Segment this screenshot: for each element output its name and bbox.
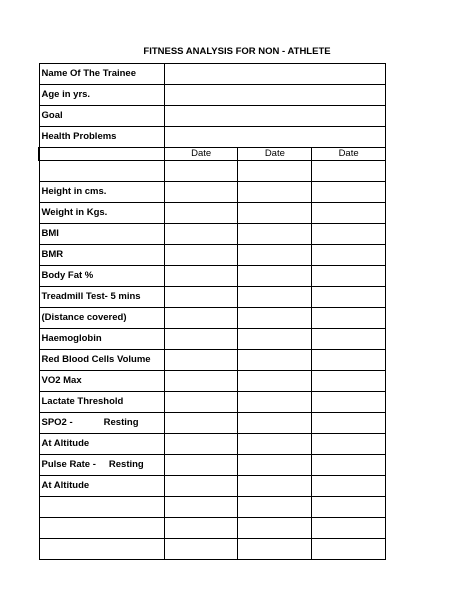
metric-row-lactate [39, 392, 386, 413]
value-cell[interactable] [164, 182, 238, 203]
metric-label: Lactate Threshold [39, 392, 164, 413]
value-cell[interactable] [312, 371, 386, 392]
metric-row-treadmill [39, 287, 386, 308]
value-cell[interactable] [238, 245, 312, 266]
value-cell[interactable] [238, 371, 312, 392]
metric-label: BMR [39, 245, 164, 266]
blank-cell[interactable] [238, 161, 312, 182]
value-cell[interactable] [238, 329, 312, 350]
value-cell[interactable] [164, 287, 238, 308]
trainee-name-label: Name Of The Trainee [39, 64, 164, 85]
value-cell[interactable] [164, 455, 238, 476]
value-cell[interactable] [238, 392, 312, 413]
value-cell[interactable] [312, 413, 386, 434]
value-cell[interactable] [164, 497, 238, 518]
value-cell[interactable] [164, 434, 238, 455]
value-cell[interactable] [238, 350, 312, 371]
value-cell[interactable] [238, 518, 312, 539]
value-cell[interactable] [164, 245, 238, 266]
empty-row [39, 539, 386, 560]
spo2-resting-label: Resting [103, 417, 139, 428]
value-cell[interactable] [164, 371, 238, 392]
pulse-resting-label: Resting [108, 459, 144, 470]
value-cell[interactable] [238, 497, 312, 518]
value-cell[interactable] [238, 203, 312, 224]
value-cell[interactable] [312, 539, 386, 560]
value-cell[interactable] [312, 497, 386, 518]
value-cell[interactable] [238, 308, 312, 329]
value-cell[interactable] [312, 266, 386, 287]
value-cell[interactable] [238, 182, 312, 203]
metric-row-spo2-resting [39, 413, 386, 434]
value-cell[interactable] [238, 455, 312, 476]
health-problems-label: Health Problems [39, 127, 164, 148]
value-cell[interactable] [164, 539, 238, 560]
empty-row [39, 497, 386, 518]
value-cell[interactable] [312, 245, 386, 266]
metric-row-bmi [39, 224, 386, 245]
metric-row-body-fat [39, 266, 386, 287]
value-cell[interactable] [312, 434, 386, 455]
value-cell[interactable] [312, 455, 386, 476]
health-problems-row [39, 127, 386, 148]
value-cell[interactable] [164, 203, 238, 224]
value-cell[interactable] [238, 539, 312, 560]
metric-label: Red Blood Cells Volume [39, 350, 164, 371]
metric-label: VO2 Max [39, 371, 164, 392]
value-cell[interactable] [238, 266, 312, 287]
goal-label: Goal [39, 106, 164, 127]
value-cell[interactable] [312, 224, 386, 245]
value-cell[interactable] [312, 203, 386, 224]
metric-row-haemoglobin [39, 329, 386, 350]
value-cell[interactable] [238, 287, 312, 308]
empty-label-cell[interactable] [39, 518, 164, 539]
age-row [39, 85, 386, 106]
spo2-altitude-label: At Altitude [39, 434, 164, 455]
value-cell[interactable] [164, 308, 238, 329]
value-cell[interactable] [164, 224, 238, 245]
pulse-altitude-label: At Altitude [39, 476, 164, 497]
metric-label [39, 455, 164, 476]
value-cell[interactable] [312, 392, 386, 413]
value-cell[interactable] [164, 329, 238, 350]
health-problems-field[interactable] [164, 127, 385, 148]
value-cell[interactable] [312, 308, 386, 329]
metric-label [39, 413, 164, 434]
date-header-blank [39, 148, 164, 161]
blank-cell[interactable] [164, 161, 238, 182]
metric-label: Treadmill Test- 5 mins [39, 287, 164, 308]
value-cell[interactable] [164, 518, 238, 539]
trainee-name-row [39, 64, 386, 85]
value-cell[interactable] [164, 413, 238, 434]
value-cell[interactable] [164, 350, 238, 371]
metric-label: Weight in Kgs. [39, 203, 164, 224]
metric-row-distance [39, 308, 386, 329]
age-field[interactable] [164, 85, 385, 106]
goal-row [39, 106, 386, 127]
metric-label: (Distance covered) [39, 308, 164, 329]
metric-label: Height in cms. [39, 182, 164, 203]
date-header-3: Date [312, 148, 386, 161]
empty-label-cell[interactable] [39, 497, 164, 518]
value-cell[interactable] [312, 182, 386, 203]
metric-row-weight [39, 203, 386, 224]
empty-label-cell[interactable] [39, 539, 164, 560]
metric-row-pulse-resting [39, 455, 386, 476]
value-cell[interactable] [164, 476, 238, 497]
metric-label: Haemoglobin [39, 329, 164, 350]
value-cell[interactable] [312, 287, 386, 308]
trainee-name-field[interactable] [164, 64, 385, 85]
fitness-form-table [38, 63, 386, 560]
metric-row-rbc [39, 350, 386, 371]
metric-row-bmr [39, 245, 386, 266]
metric-row-pulse-altitude [39, 476, 386, 497]
metric-row-height [39, 182, 386, 203]
date-header-2: Date [238, 148, 312, 161]
value-cell[interactable] [312, 518, 386, 539]
pulse-label: Pulse Rate - [41, 459, 96, 470]
value-cell[interactable] [238, 224, 312, 245]
empty-row [39, 518, 386, 539]
value-cell[interactable] [312, 350, 386, 371]
form-title: FITNESS ANALYSIS FOR NON - ATHLETE [143, 46, 331, 57]
spo2-label: SPO2 - [41, 417, 73, 428]
metric-label: BMI [39, 224, 164, 245]
blank-cell[interactable] [312, 161, 386, 182]
value-cell[interactable] [312, 476, 386, 497]
goal-field[interactable] [164, 106, 385, 127]
metric-label: Body Fat % [39, 266, 164, 287]
value-cell[interactable] [164, 392, 238, 413]
date-header-1: Date [164, 148, 238, 161]
value-cell[interactable] [238, 413, 312, 434]
metric-row-vo2 [39, 371, 386, 392]
age-label: Age in yrs. [39, 85, 164, 106]
value-cell[interactable] [238, 476, 312, 497]
metric-row-spo2-altitude [39, 434, 386, 455]
blank-row [39, 161, 386, 182]
value-cell[interactable] [164, 266, 238, 287]
date-header-row [39, 148, 386, 161]
value-cell[interactable] [312, 329, 386, 350]
value-cell[interactable] [238, 434, 312, 455]
blank-label [39, 161, 164, 182]
